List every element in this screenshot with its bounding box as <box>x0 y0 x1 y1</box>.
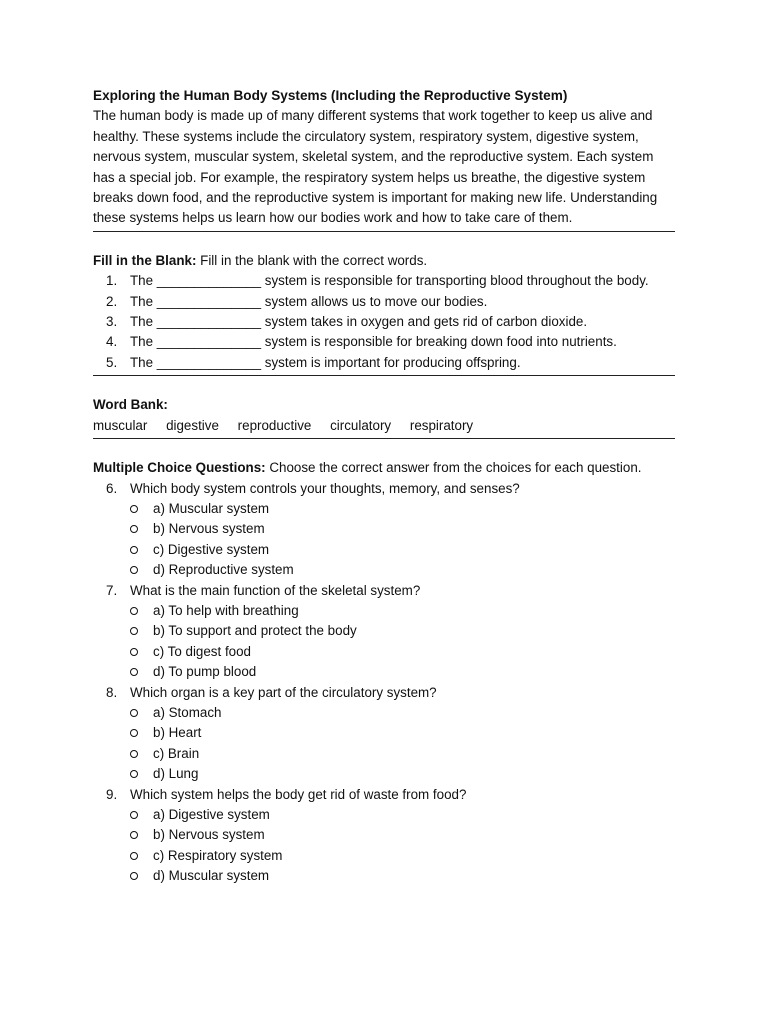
answer-option <box>93 723 675 743</box>
word-bank-header <box>93 395 675 415</box>
question-number: 9. <box>106 786 118 802</box>
circle-bullet-icon <box>130 709 138 717</box>
option-text: c) Respiratory system <box>153 847 283 863</box>
multiple-choice-header <box>93 458 675 478</box>
option-list <box>130 499 675 581</box>
section-divider <box>93 231 675 232</box>
answer-option <box>93 601 675 621</box>
word-bank-section <box>93 395 675 439</box>
item-number: 4. <box>106 334 118 350</box>
option-text: a) To help with breathing <box>153 602 299 618</box>
answer-option <box>93 866 675 886</box>
circle-bullet-icon <box>130 750 138 758</box>
item-text: The ______________ system allows us to move our bodies. <box>130 293 488 309</box>
option-text: b) Heart <box>153 725 202 741</box>
item-text: The ______________ system takes in oxygen and gets rid of carbon dioxide. <box>130 314 588 330</box>
multiple-choice-section <box>93 458 675 887</box>
word-bank-word: reproductive <box>237 417 312 433</box>
answer-option <box>93 642 675 662</box>
fill-blank-item <box>93 353 675 373</box>
intro-paragraph: The human body is made up of many different systems that work together to keep us alive and healthy. These systems include the circulatory system, respiratory system, digestive system, nervous system, muscular system, skeletal system, and the reproductive system. Each system has a special job. For example, the respiratory system helps us breathe, the digestive system breaks down food, and the reproductive system is important for making new life. Understanding these systems helps us learn how our bodies work and how to take care of them. <box>93 108 658 226</box>
worksheet-title: Exploring the Human Body Systems (Including the Reproductive System) <box>93 88 568 103</box>
circle-bullet-icon <box>130 566 138 574</box>
fill-blank-item <box>93 312 675 332</box>
fill-blank-header <box>93 251 675 271</box>
answer-option <box>93 519 675 539</box>
item-number: 2. <box>106 293 118 309</box>
question-item <box>93 581 675 683</box>
answer-option <box>93 744 675 764</box>
option-text: d) Reproductive system <box>153 562 294 578</box>
option-text: d) Muscular system <box>153 868 270 884</box>
word-bank-words <box>93 416 675 438</box>
fill-blank-item <box>93 271 675 291</box>
option-text: a) Muscular system <box>153 500 270 516</box>
circle-bullet-icon <box>130 770 138 778</box>
question-text: Which body system controls your thoughts, memory, and senses? <box>130 480 520 496</box>
worksheet-page <box>93 86 675 887</box>
answer-option <box>93 540 675 560</box>
circle-bullet-icon <box>130 505 138 513</box>
answer-option <box>93 621 675 641</box>
fill-blank-item <box>93 292 675 312</box>
answer-option <box>93 825 675 845</box>
word-bank-word: digestive <box>166 417 219 433</box>
circle-bullet-icon <box>130 729 138 737</box>
question-number: 7. <box>106 582 118 598</box>
answer-option <box>93 846 675 866</box>
answer-option <box>93 499 675 519</box>
option-list <box>130 805 675 887</box>
multiple-choice-heading: Multiple Choice Questions: <box>93 460 266 476</box>
section-divider <box>93 375 675 376</box>
question-text: Which organ is a key part of the circulatory system? <box>130 684 437 700</box>
option-text: b) Nervous system <box>153 827 265 843</box>
item-number: 5. <box>106 354 118 370</box>
answer-option <box>93 764 675 784</box>
option-text: d) Lung <box>153 766 199 782</box>
section-divider <box>93 438 675 439</box>
circle-bullet-icon <box>130 852 138 860</box>
fill-blank-list <box>93 271 675 375</box>
word-bank-word: muscular <box>93 417 148 433</box>
item-text: The ______________ system is responsible for breaking down food into nutrients. <box>130 334 617 350</box>
option-text: a) Digestive system <box>153 807 270 822</box>
circle-bullet-icon <box>130 648 138 656</box>
fill-blank-section <box>93 251 675 376</box>
circle-bullet-icon <box>130 546 138 554</box>
multiple-choice-instruction: Choose the correct answer from the choices for each question. <box>265 460 642 476</box>
fill-blank-instruction: Fill in the blank with the correct words. <box>196 252 428 268</box>
word-bank-word: respiratory <box>409 417 474 433</box>
option-list <box>130 601 675 683</box>
circle-bullet-icon <box>130 607 138 615</box>
item-text: The ______________ system is responsible for transporting blood throughout the body. <box>130 273 649 289</box>
option-list <box>130 703 675 785</box>
circle-bullet-icon <box>130 668 138 676</box>
answer-option <box>93 662 675 682</box>
fill-blank-item <box>93 332 675 352</box>
question-list <box>93 479 675 887</box>
answer-option <box>93 703 675 723</box>
circle-bullet-icon <box>130 872 138 880</box>
fill-blank-heading: Fill in the Blank: <box>93 252 197 268</box>
question-number: 6. <box>106 480 118 496</box>
question-item <box>93 479 675 581</box>
option-text: b) To support and protect the body <box>153 623 357 639</box>
word-bank-word: circulatory <box>330 417 392 433</box>
question-text: What is the main function of the skeletal system? <box>130 582 421 598</box>
question-number: 8. <box>106 684 118 700</box>
question-item <box>93 683 675 785</box>
item-number: 1. <box>106 273 118 289</box>
option-text: c) To digest food <box>153 643 252 659</box>
circle-bullet-icon <box>130 627 138 635</box>
circle-bullet-icon <box>130 811 138 819</box>
answer-option <box>93 805 675 825</box>
circle-bullet-icon <box>130 831 138 839</box>
item-text: The ______________ system is important for producing offspring. <box>130 354 521 370</box>
question-text: Which system helps the body get rid of waste from food? <box>130 786 467 802</box>
circle-bullet-icon <box>130 525 138 533</box>
option-text: c) Digestive system <box>153 541 270 557</box>
item-number: 3. <box>106 314 118 330</box>
question-item <box>93 785 675 887</box>
word-bank-heading: Word Bank: <box>93 397 168 413</box>
option-text: d) To pump blood <box>153 664 257 680</box>
option-text: c) Brain <box>153 745 200 761</box>
option-text: b) Nervous system <box>153 521 265 537</box>
answer-option <box>93 560 675 580</box>
option-text: a) Stomach <box>153 704 222 720</box>
